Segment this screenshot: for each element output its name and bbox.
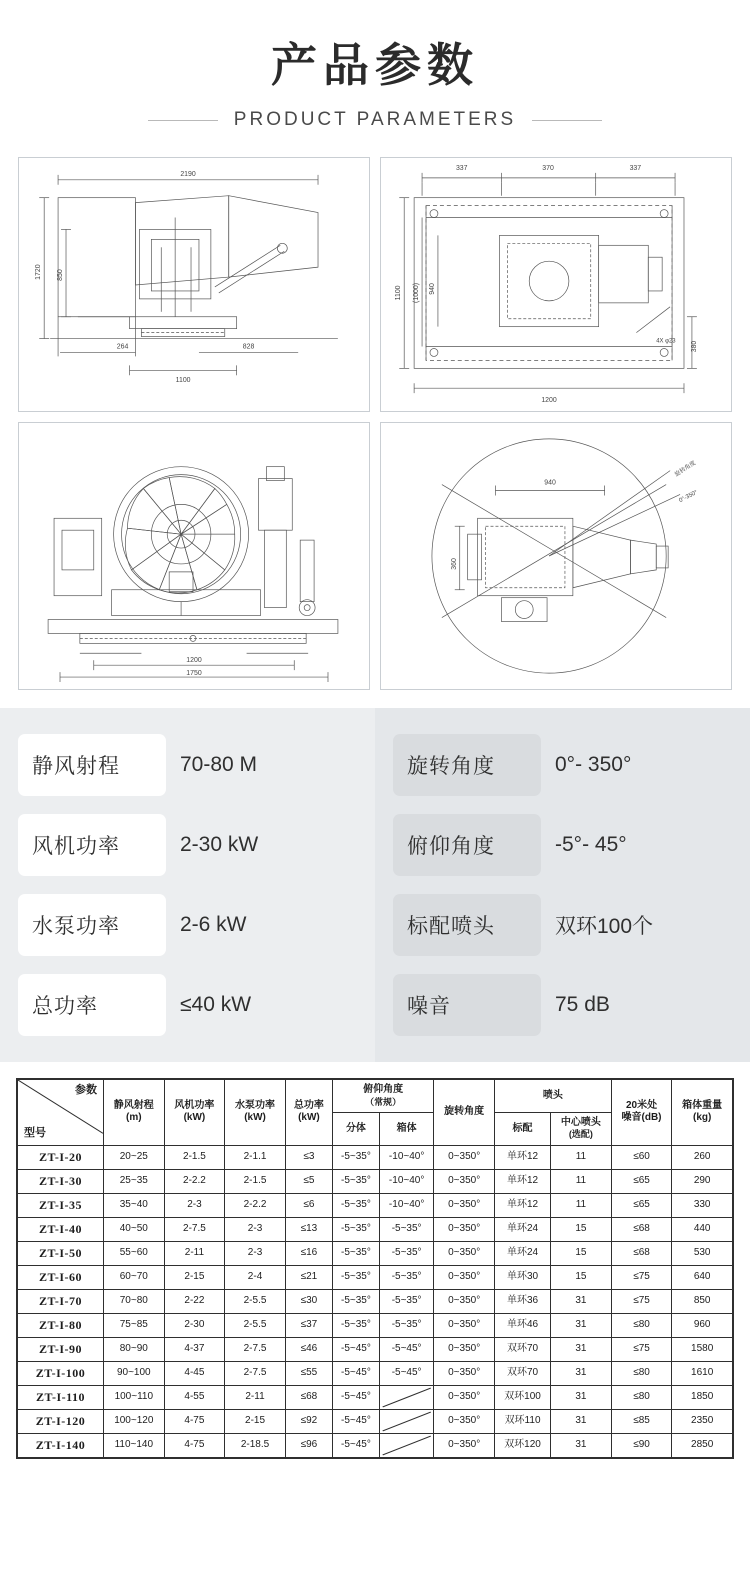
- header-nozzle-center-line1: 中心喷头: [560, 1116, 601, 1128]
- header-fan-line2: (kW): [183, 1112, 206, 1124]
- header-range-line2: (m): [126, 1112, 142, 1124]
- header-pitch-angle: [332, 1080, 433, 1113]
- table-row: [18, 1193, 733, 1217]
- cell-pitch-box: -5~35°: [379, 1265, 433, 1289]
- cell-noise: ≤75: [611, 1337, 672, 1361]
- table-row: [18, 1409, 733, 1433]
- cell-rotate: 0~350°: [434, 1169, 495, 1193]
- cell-nozzle-center: 15: [551, 1241, 612, 1265]
- page-title: 产品参数: [271, 39, 479, 91]
- cell-weight: 960: [672, 1313, 733, 1337]
- header-pump-power: [225, 1080, 286, 1146]
- svg-text:1720: 1720: [35, 264, 43, 281]
- header-range: [104, 1080, 165, 1146]
- drawing-rotation-plan: [380, 422, 732, 690]
- svg-text:1200: 1200: [541, 397, 557, 405]
- header-total-power: [285, 1080, 332, 1146]
- cell-weight: 2850: [672, 1433, 733, 1457]
- cell-nozzle-std: 双环120: [494, 1433, 550, 1457]
- cell-weight: 1610: [672, 1361, 733, 1385]
- cell-model: ZT-I-40: [18, 1217, 104, 1241]
- drawing-rear-elevation: [18, 422, 370, 690]
- header-noise: [611, 1080, 672, 1146]
- cell-pitch-box-empty: [379, 1433, 433, 1457]
- spec-key-range: 静风射程: [18, 734, 166, 796]
- header-pitch-box: 箱体: [379, 1112, 433, 1145]
- cell-noise: ≤90: [611, 1433, 672, 1457]
- cell-nozzle-std: 双环70: [494, 1337, 550, 1361]
- spec-row-nozzle: [393, 894, 732, 956]
- cell-rotate: 0~350°: [434, 1337, 495, 1361]
- cell-nozzle-center: 15: [551, 1217, 612, 1241]
- cell-model: ZT-I-120: [18, 1409, 104, 1433]
- cell-nozzle-std: 单环24: [494, 1241, 550, 1265]
- cell-range: 55~60: [104, 1241, 165, 1265]
- cell-weight: 850: [672, 1289, 733, 1313]
- cell-weight: 530: [672, 1241, 733, 1265]
- cell-pump: 2-11: [225, 1385, 286, 1409]
- cell-pitch-split: -5~45°: [332, 1361, 379, 1385]
- cell-fan: 4-45: [164, 1361, 225, 1385]
- spec-value-noise: 75 dB: [555, 993, 610, 1017]
- cell-pitch-split: -5~35°: [332, 1217, 379, 1241]
- cell-fan: 4-37: [164, 1337, 225, 1361]
- cell-nozzle-center: 11: [551, 1193, 612, 1217]
- cell-noise: ≤85: [611, 1409, 672, 1433]
- spec-value-pitch: -5°- 45°: [555, 833, 627, 857]
- cell-range: 60~70: [104, 1265, 165, 1289]
- cell-fan: 2-1.5: [164, 1145, 225, 1169]
- cell-rotate: 0~350°: [434, 1409, 495, 1433]
- svg-text:2190: 2190: [180, 171, 196, 179]
- cell-rotate: 0~350°: [434, 1385, 495, 1409]
- cell-pitch-box: -5~45°: [379, 1337, 433, 1361]
- cell-range: 110~140: [104, 1433, 165, 1457]
- cell-fan: 2-7.5: [164, 1217, 225, 1241]
- parameter-table-wrapper: [16, 1078, 734, 1459]
- cell-range: 75~85: [104, 1313, 165, 1337]
- cell-model: ZT-I-60: [18, 1265, 104, 1289]
- svg-text:380: 380: [690, 340, 698, 353]
- cell-pitch-box: -5~45°: [379, 1361, 433, 1385]
- cell-range: 80~90: [104, 1337, 165, 1361]
- cell-rotate: 0~350°: [434, 1313, 495, 1337]
- subtitle-row: [0, 109, 750, 131]
- cell-fan: 4-55: [164, 1385, 225, 1409]
- cell-noise: ≤75: [611, 1265, 672, 1289]
- cell-pump: 2-7.5: [225, 1361, 286, 1385]
- spec-key-pump-power: 水泵功率: [18, 894, 166, 956]
- header-total-line2: (kW): [298, 1112, 320, 1124]
- header-pump-line1: 水泵功率: [235, 1099, 276, 1111]
- header-pitch-line1: 俯仰角度: [363, 1084, 404, 1096]
- spec-value-total-power: ≤40 kW: [180, 993, 252, 1017]
- spec-row-pitch: [393, 814, 732, 876]
- page-header: [0, 0, 750, 131]
- cell-model: ZT-I-90: [18, 1337, 104, 1361]
- spec-key-total-power: 总功率: [18, 974, 166, 1036]
- svg-text:1100: 1100: [175, 377, 191, 385]
- cell-pitch-box: -5~35°: [379, 1217, 433, 1241]
- cell-nozzle-std: 双环70: [494, 1361, 550, 1385]
- cell-weight: 1580: [672, 1337, 733, 1361]
- svg-text:(1000): (1000): [413, 283, 421, 304]
- cell-pitch-split: -5~35°: [332, 1265, 379, 1289]
- cell-pitch-box-empty: [379, 1385, 433, 1409]
- cell-rotate: 0~350°: [434, 1433, 495, 1457]
- spec-column-left: [0, 708, 375, 1062]
- cell-weight: 2350: [672, 1409, 733, 1433]
- cell-pitch-split: -5~45°: [332, 1433, 379, 1457]
- header-pump-line2: (kW): [244, 1112, 266, 1124]
- cell-pump: 2-5.5: [225, 1313, 286, 1337]
- cell-model: ZT-I-110: [18, 1385, 104, 1409]
- svg-text:940: 940: [544, 479, 556, 487]
- cell-weight: 440: [672, 1217, 733, 1241]
- svg-text:4X φ23: 4X φ23: [656, 338, 676, 345]
- spec-value-fan-power: 2-30 kW: [180, 833, 259, 857]
- drawing-front-elevation: [18, 157, 370, 412]
- svg-text:940: 940: [428, 283, 436, 295]
- header-pitch-line2: （常规）: [365, 1096, 402, 1107]
- spec-key-noise: 噪音: [393, 974, 541, 1036]
- cell-pump: 2-4: [225, 1265, 286, 1289]
- cell-pitch-split: -5~35°: [332, 1169, 379, 1193]
- cell-total: ≤37: [285, 1313, 332, 1337]
- table-header-row-1: [18, 1080, 733, 1113]
- cell-range: 100~120: [104, 1409, 165, 1433]
- cell-nozzle-std: 双环100: [494, 1385, 550, 1409]
- page-subtitle: PRODUCT PARAMETERS: [233, 109, 517, 131]
- cell-noise: ≤80: [611, 1385, 672, 1409]
- svg-text:360: 360: [450, 558, 458, 570]
- table-head: [18, 1080, 733, 1146]
- header-noise-line1: 20米处: [625, 1099, 658, 1111]
- cell-nozzle-center: 11: [551, 1169, 612, 1193]
- header-fan-power: [164, 1080, 225, 1146]
- cell-pump: 2-5.5: [225, 1289, 286, 1313]
- cell-pitch-split: -5~45°: [332, 1337, 379, 1361]
- cell-model: ZT-I-50: [18, 1241, 104, 1265]
- cell-weight: 1850: [672, 1385, 733, 1409]
- cell-fan: 4-75: [164, 1409, 225, 1433]
- cell-total: ≤5: [285, 1169, 332, 1193]
- cell-noise: ≤65: [611, 1193, 672, 1217]
- cell-weight: 640: [672, 1265, 733, 1289]
- table-row: [18, 1265, 733, 1289]
- cell-fan: 4-75: [164, 1433, 225, 1457]
- cell-nozzle-std: 单环12: [494, 1193, 550, 1217]
- cell-nozzle-std: 单环12: [494, 1145, 550, 1169]
- cell-rotate: 0~350°: [434, 1265, 495, 1289]
- cell-noise: ≤60: [611, 1145, 672, 1169]
- spec-key-nozzle: 标配喷头: [393, 894, 541, 956]
- header-pitch-split: 分体: [332, 1112, 379, 1145]
- cell-model: ZT-I-70: [18, 1289, 104, 1313]
- table-row: [18, 1433, 733, 1457]
- header-weight: [672, 1080, 733, 1146]
- cell-nozzle-center: 31: [551, 1385, 612, 1409]
- table-row: [18, 1217, 733, 1241]
- svg-text:旋转角度: 旋转角度: [673, 460, 698, 479]
- cell-nozzle-std: 单环24: [494, 1217, 550, 1241]
- cell-nozzle-center: 31: [551, 1313, 612, 1337]
- cell-total: ≤13: [285, 1217, 332, 1241]
- cell-pump: 2-1.5: [225, 1169, 286, 1193]
- spec-cards: [0, 708, 750, 1062]
- table-row: [18, 1313, 733, 1337]
- svg-text:828: 828: [242, 343, 255, 351]
- cell-pitch-box: -5~35°: [379, 1289, 433, 1313]
- parameter-table: [17, 1079, 733, 1458]
- cell-nozzle-center: 31: [551, 1289, 612, 1313]
- cell-nozzle-std: 双环110: [494, 1409, 550, 1433]
- header-fan-line1: 风机功率: [174, 1099, 215, 1111]
- cell-nozzle-center: 11: [551, 1145, 612, 1169]
- cell-range: 40~50: [104, 1217, 165, 1241]
- cell-pitch-split: -5~35°: [332, 1313, 379, 1337]
- header-nozzle-center-line2: (选配): [568, 1129, 593, 1140]
- spec-value-pump-power: 2-6 kW: [180, 913, 247, 937]
- cell-total: ≤30: [285, 1289, 332, 1313]
- cell-pitch-box: -10~40°: [379, 1145, 433, 1169]
- cell-total: ≤92: [285, 1409, 332, 1433]
- cell-noise: ≤80: [611, 1361, 672, 1385]
- cell-weight: 260: [672, 1145, 733, 1169]
- cell-noise: ≤68: [611, 1217, 672, 1241]
- cell-weight: 290: [672, 1169, 733, 1193]
- table-corner-header: [18, 1080, 104, 1146]
- cell-nozzle-center: 31: [551, 1361, 612, 1385]
- cell-model: ZT-I-20: [18, 1145, 104, 1169]
- corner-label-param: 参数: [75, 1084, 97, 1097]
- cell-model: ZT-I-35: [18, 1193, 104, 1217]
- header-weight-line2: (kg): [692, 1112, 712, 1124]
- cell-rotate: 0~350°: [434, 1289, 495, 1313]
- cell-fan: 2-15: [164, 1265, 225, 1289]
- spec-column-right: [375, 708, 750, 1062]
- cell-pitch-box: -5~35°: [379, 1241, 433, 1265]
- svg-text:1750: 1750: [186, 670, 202, 678]
- svg-text:1200: 1200: [186, 657, 202, 665]
- table-row: [18, 1337, 733, 1361]
- header-range-line1: 静风射程: [113, 1099, 154, 1111]
- cell-pitch-split: -5~35°: [332, 1145, 379, 1169]
- svg-text:370: 370: [542, 165, 554, 173]
- svg-text:337: 337: [629, 165, 642, 173]
- cell-pitch-split: -5~45°: [332, 1385, 379, 1409]
- spec-row-pump-power: [18, 894, 357, 956]
- spec-row-range: [18, 734, 357, 796]
- svg-text:337: 337: [455, 165, 468, 173]
- spec-key-fan-power: 风机功率: [18, 814, 166, 876]
- header-nozzle-center: [551, 1112, 612, 1145]
- cell-total: ≤21: [285, 1265, 332, 1289]
- cell-range: 20~25: [104, 1145, 165, 1169]
- spec-row-total-power: [18, 974, 357, 1036]
- divider-left: [148, 120, 218, 121]
- spec-key-rotation: 旋转角度: [393, 734, 541, 796]
- cell-pump: 2-3: [225, 1241, 286, 1265]
- cell-pitch-split: -5~35°: [332, 1241, 379, 1265]
- cell-nozzle-std: 单环30: [494, 1265, 550, 1289]
- svg-text:1100: 1100: [395, 285, 403, 301]
- header-rotation-angle: 旋转角度: [434, 1080, 495, 1146]
- table-body: [18, 1145, 733, 1457]
- cell-total: ≤55: [285, 1361, 332, 1385]
- cell-total: ≤68: [285, 1385, 332, 1409]
- cell-pump: 2-15: [225, 1409, 286, 1433]
- cell-range: 90~100: [104, 1361, 165, 1385]
- cell-pump: 2-1.1: [225, 1145, 286, 1169]
- cell-pump: 2-3: [225, 1217, 286, 1241]
- header-noise-line2: 噪音(dB): [621, 1112, 662, 1124]
- cell-noise: ≤68: [611, 1241, 672, 1265]
- svg-text:264: 264: [116, 343, 129, 351]
- cell-weight: 330: [672, 1193, 733, 1217]
- cell-noise: ≤80: [611, 1313, 672, 1337]
- header-weight-line1: 箱体重量: [682, 1099, 723, 1111]
- header-total-line1: 总功率: [293, 1099, 324, 1111]
- cell-nozzle-center: 31: [551, 1433, 612, 1457]
- cell-pump: 2-18.5: [225, 1433, 286, 1457]
- technical-drawings: [18, 157, 732, 690]
- drawing-top-plan: [380, 157, 732, 412]
- cell-total: ≤6: [285, 1193, 332, 1217]
- corner-label-model: 型号: [24, 1126, 46, 1139]
- table-row: [18, 1289, 733, 1313]
- cell-total: ≤16: [285, 1241, 332, 1265]
- svg-text:850: 850: [57, 269, 65, 282]
- cell-fan: 2-2.2: [164, 1169, 225, 1193]
- cell-rotate: 0~350°: [434, 1217, 495, 1241]
- cell-pitch-split: -5~35°: [332, 1289, 379, 1313]
- spec-row-noise: [393, 974, 732, 1036]
- cell-pump: 2-7.5: [225, 1337, 286, 1361]
- cell-model: ZT-I-100: [18, 1361, 104, 1385]
- cell-pump: 2-2.2: [225, 1193, 286, 1217]
- table-row: [18, 1385, 733, 1409]
- cell-pitch-split: -5~45°: [332, 1409, 379, 1433]
- cell-pitch-box: -5~35°: [379, 1313, 433, 1337]
- cell-nozzle-std: 单环46: [494, 1313, 550, 1337]
- cell-noise: ≤65: [611, 1169, 672, 1193]
- table-row: [18, 1169, 733, 1193]
- header-nozzle: 喷头: [494, 1080, 611, 1113]
- cell-rotate: 0~350°: [434, 1193, 495, 1217]
- cell-pitch-box: -10~40°: [379, 1193, 433, 1217]
- table-row: [18, 1241, 733, 1265]
- divider-right: [532, 120, 602, 121]
- spec-key-pitch: 俯仰角度: [393, 814, 541, 876]
- spec-row-fan-power: [18, 814, 357, 876]
- spec-value-rotation: 0°- 350°: [555, 753, 632, 777]
- cell-total: ≤46: [285, 1337, 332, 1361]
- spec-value-nozzle: 双环100个: [555, 915, 654, 939]
- cell-fan: 2-3: [164, 1193, 225, 1217]
- cell-pitch-box-empty: [379, 1409, 433, 1433]
- cell-nozzle-center: 31: [551, 1409, 612, 1433]
- cell-rotate: 0~350°: [434, 1241, 495, 1265]
- cell-nozzle-center: 15: [551, 1265, 612, 1289]
- cell-range: 70~80: [104, 1289, 165, 1313]
- svg-text:0°-350°: 0°-350°: [678, 489, 699, 505]
- cell-range: 25~35: [104, 1169, 165, 1193]
- cell-noise: ≤75: [611, 1289, 672, 1313]
- cell-total: ≤3: [285, 1145, 332, 1169]
- cell-fan: 2-22: [164, 1289, 225, 1313]
- cell-nozzle-std: 单环12: [494, 1169, 550, 1193]
- header-nozzle-standard: 标配: [494, 1112, 550, 1145]
- cell-nozzle-center: 31: [551, 1337, 612, 1361]
- table-row: [18, 1361, 733, 1385]
- cell-rotate: 0~350°: [434, 1145, 495, 1169]
- cell-pitch-box: -10~40°: [379, 1169, 433, 1193]
- cell-range: 35~40: [104, 1193, 165, 1217]
- cell-total: ≤96: [285, 1433, 332, 1457]
- cell-rotate: 0~350°: [434, 1361, 495, 1385]
- cell-model: ZT-I-80: [18, 1313, 104, 1337]
- table-row: [18, 1145, 733, 1169]
- cell-range: 100~110: [104, 1385, 165, 1409]
- cell-fan: 2-11: [164, 1241, 225, 1265]
- cell-nozzle-std: 单环36: [494, 1289, 550, 1313]
- spec-row-rotation: [393, 734, 732, 796]
- cell-model: ZT-I-30: [18, 1169, 104, 1193]
- spec-value-range: 70-80 M: [180, 753, 258, 777]
- cell-fan: 2-30: [164, 1313, 225, 1337]
- cell-model: ZT-I-140: [18, 1433, 104, 1457]
- cell-pitch-split: -5~35°: [332, 1193, 379, 1217]
